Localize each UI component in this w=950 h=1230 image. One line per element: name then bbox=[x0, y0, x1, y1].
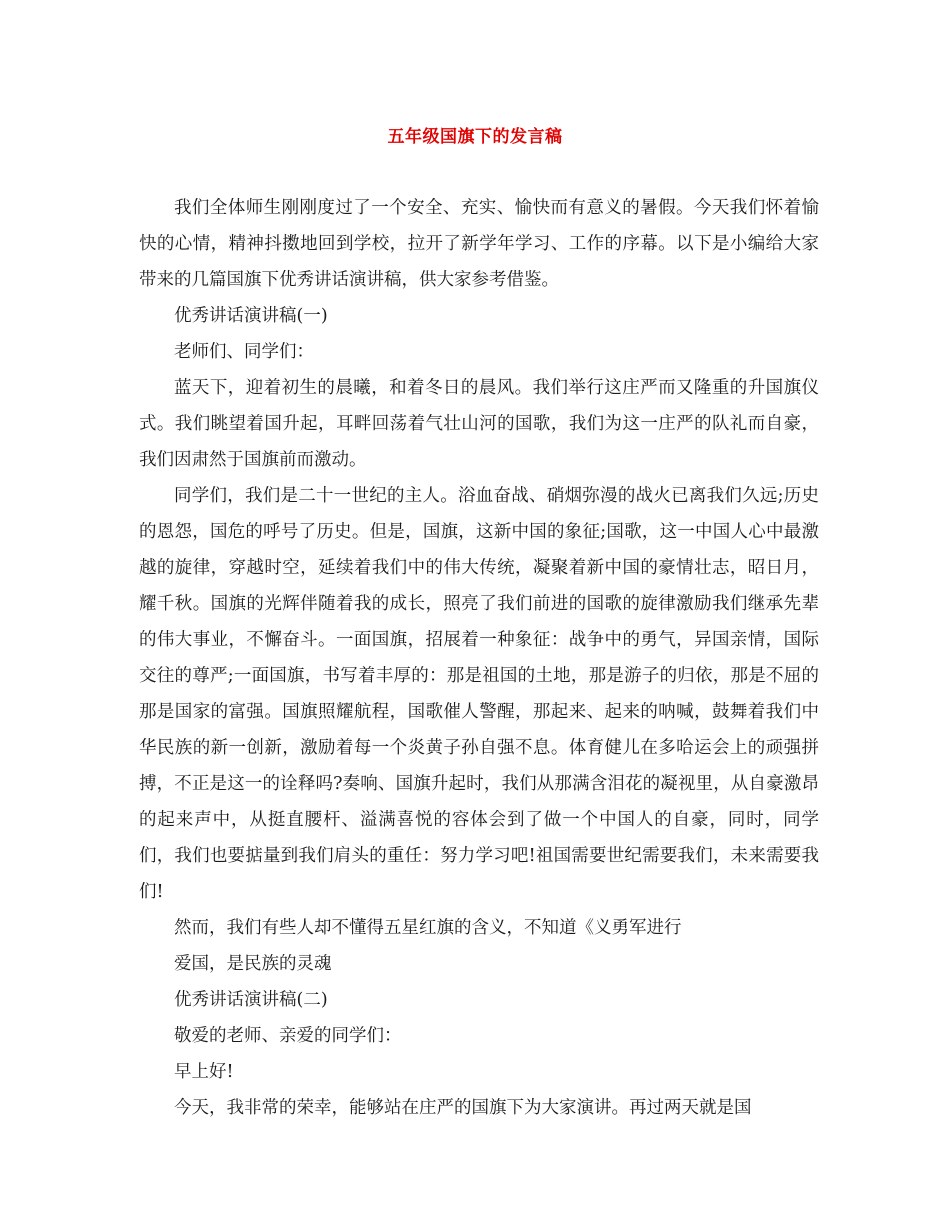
speech1-paragraph-2: 同学们，我们是二十一世纪的主人。浴血奋战、硝烟弥漫的战火已离我们久远;历史的恩怨，国危的呼号了历史。但是，国旗，这新中国的象征;国歌，这一中国人心中最激越的旋律，穿越时空，延续着我们中的伟大传统，凝聚着新中国的豪情壮志，昭日月，耀千秋。国旗的光辉伴随着我的成长，照亮了我们前进的国歌的旋律激励我们继承先辈的伟大事业，不懈奋斗。一面国旗，招展着一种象征：战争中的勇气，异国亲情，国际交往的尊严;一面国旗，书写着丰厚的：那是祖国的土地，那是游子的归依，那是不屈的那是国家的富强。国旗照耀航程，国歌催人警醒，那起来、起来的呐喊，鼓舞着我们中华民族的新一创新，激励着每一个炎黄子孙自强不息。体育健儿在多哈运会上的顽强拼搏，不正是这一的诠释吗?奏响、国旗升起时，我们从那满含泪花的凝视里，从自豪激昂的起来声中，从挺直腰杆、溢满喜悦的容体会到了做一个中国人的自豪，同时，同学们，我们也要掂量到我们肩头的重任：努力学习吧!祖国需要世纪需要我们，未来需要我们! bbox=[139, 486, 819, 902]
speech2-paragraph-2: 今天，我非常的荣幸，能够站在庄严的国旗下为大家演讲。再过两天就是国 bbox=[174, 1098, 752, 1118]
speech1-greeting: 老师们、同学们： bbox=[174, 342, 314, 362]
speech2-heading: 优秀讲话演讲稿(二) bbox=[174, 990, 328, 1010]
speech2-greeting: 敬爱的老师、亲爱的同学们： bbox=[174, 1026, 402, 1046]
speech1-paragraph-4: 爱国，是民族的灵魂 bbox=[174, 954, 332, 974]
speech1-paragraph-3: 然而，我们有些人却不懂得五星红旗的含义，不知道《义勇军进行 bbox=[174, 918, 682, 938]
speech1-paragraph-1: 蓝天下，迎着初生的晨曦，和着冬日的晨风。我们举行这庄严而又隆重的升国旗仪式。我们眺望着国升起，耳畔回荡着气壮山河的国歌，我们为这一庄严的队礼而自豪，我们因肃然于国旗前而激动。 bbox=[139, 378, 819, 470]
intro-paragraph: 我们全体师生刚刚度过了一个安全、充实、愉快而有意义的暑假。今天我们怀着愉快的心情，精神抖擞地回到学校，拉开了新学年学习、工作的序幕。以下是小编给大家带来的几篇国旗下优秀讲话演讲稿，供大家参考借鉴。 bbox=[139, 198, 819, 290]
speech2-paragraph-1: 早上好! bbox=[174, 1062, 234, 1082]
document-title: 五年级国旗下的发言稿 bbox=[387, 127, 563, 147]
document-body bbox=[139, 190, 819, 1126]
speech1-heading: 优秀讲话演讲稿(一) bbox=[174, 306, 328, 326]
